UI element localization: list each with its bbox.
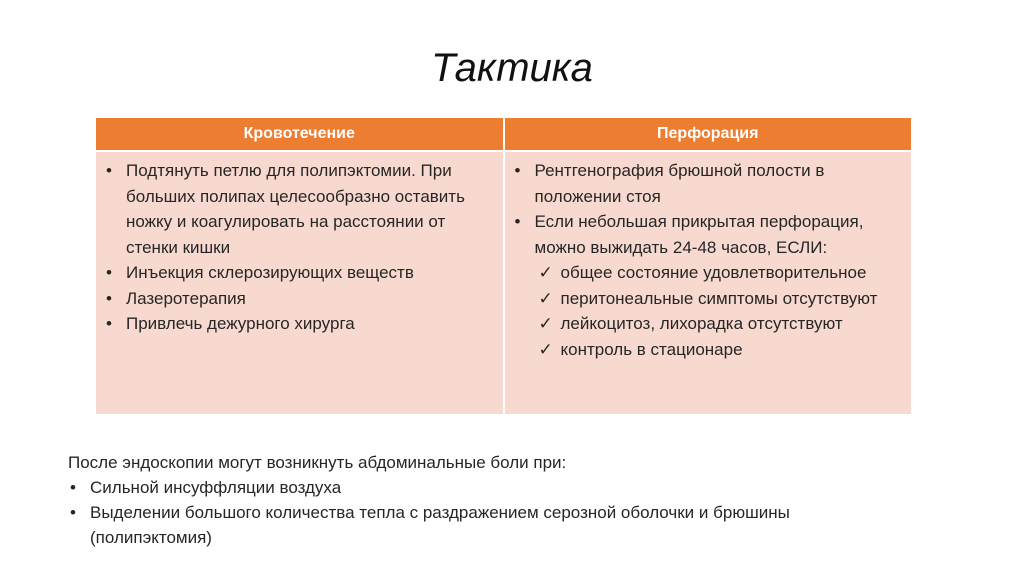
check-item: ✓ лейкоцитоз, лихорадка отсутствуют [513,311,904,337]
check-item: ✓ контроль в стационаре [513,337,904,363]
check-item: ✓ общее состояние удовлетворительное [513,260,904,286]
check-item: ✓ перитонеальные симптомы отсутствуют [513,286,904,312]
slide-title: Тактика [431,46,593,90]
perforation-cell [504,151,912,414]
notes [68,450,868,550]
notes-intro: После эндоскопии могут возникнуть абдоминальные боли при: [68,453,567,472]
list-item: • Подтянуть петлю для полипэктомии. При больших полипах целесообразно оставить ножку и коагулировать на расстоянии от стенки кишки [104,158,495,260]
header-perforation: Перфорация [504,118,912,151]
bleeding-cell [96,151,504,414]
list-item: • Если небольшая прикрытая перфорация, можно выжидать 24-48 часов, ЕСЛИ: [513,209,904,260]
list-item: • Рентгенография брюшной полости в положении стоя [513,158,904,209]
header-bleeding: Кровотечение [96,118,504,151]
list-item: • Привлечь дежурного хирурга [104,311,495,337]
list-item: • Инъекция склерозирующих веществ [104,260,495,286]
list-item: • Лазеротерапия [104,286,495,312]
tactics-table [96,118,911,414]
list-item: • Выделении большого количества тепла с раздражением серозной оболочки и брюшины (полипэктомия) [68,500,868,550]
list-item: • Сильной инсуффляции воздуха [68,475,868,500]
